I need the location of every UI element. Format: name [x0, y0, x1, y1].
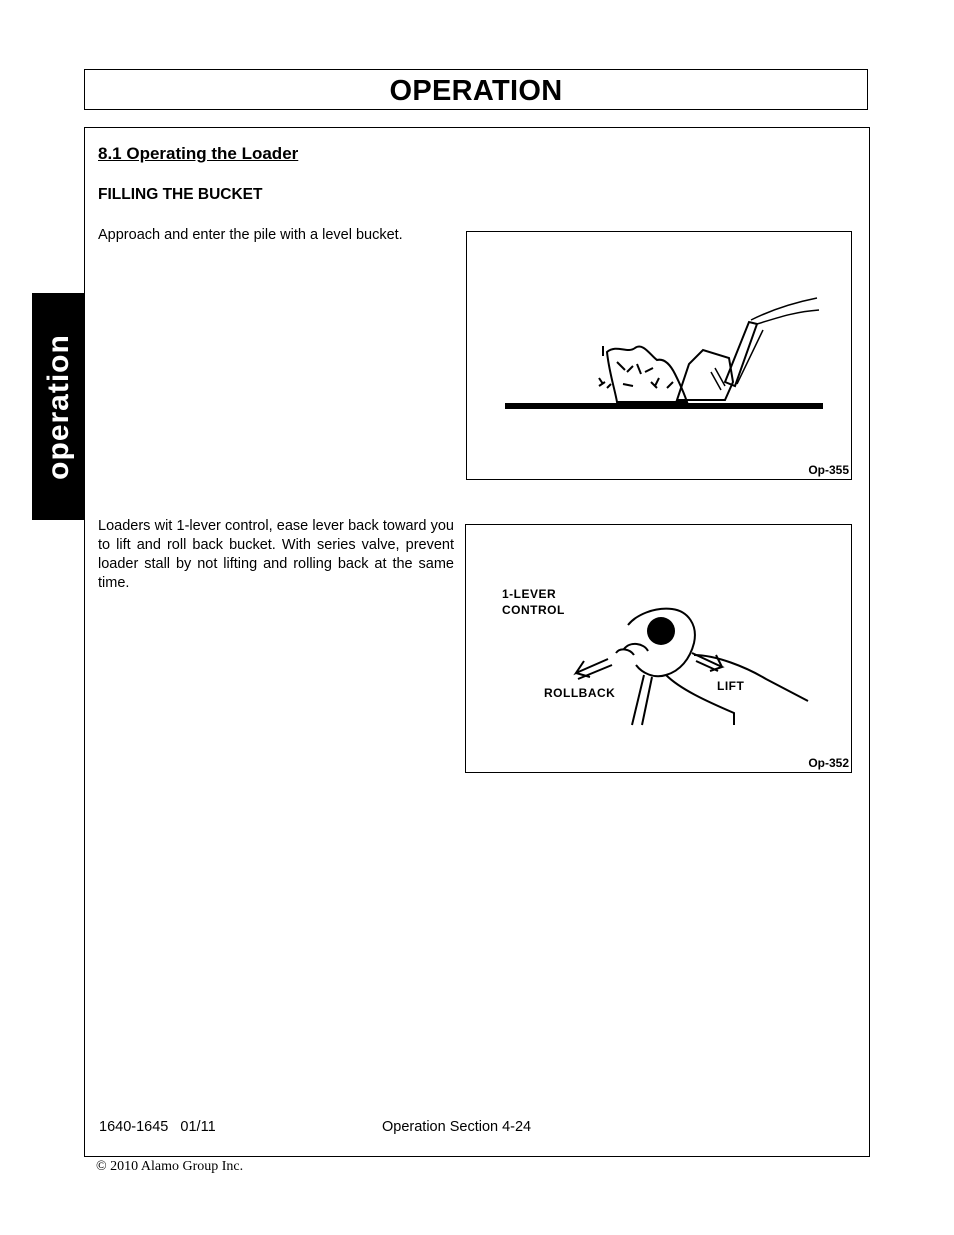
- figure-loader-entering-pile: [466, 231, 852, 480]
- subheading: FILLING THE BUCKET: [98, 186, 263, 203]
- instruction-paragraph-1: Approach and enter the pile with a level bucket.: [98, 227, 403, 243]
- footer-section-page: Operation Section 4-24: [382, 1119, 532, 1135]
- label-control: CONTROL: [502, 603, 565, 617]
- footer-model-date: 1640-1645 01/11: [99, 1119, 216, 1135]
- copyright-notice: © 2010 Alamo Group Inc.: [96, 1159, 244, 1174]
- hand-lever-illustration: [466, 525, 850, 771]
- loader-bucket-illustration: [467, 232, 850, 478]
- figure-code: Op-355: [808, 463, 849, 477]
- label-rollback: ROLLBACK: [544, 686, 616, 700]
- side-tab-label: operation: [41, 333, 75, 480]
- page-header-box: [84, 69, 868, 110]
- label-lift: LIFT: [717, 679, 745, 693]
- side-section-tab: [32, 293, 85, 520]
- figure-lever-control: [465, 524, 852, 773]
- figure-code: Op-352: [808, 756, 849, 770]
- label-1-lever: 1-LEVER: [502, 587, 557, 601]
- page-title: OPERATION: [389, 75, 563, 107]
- instruction-paragraph-2: Loaders wit 1-lever control, ease lever back toward you to lift and roll back bucket. With series valve, prevent loader stall by not lifting and rolling back at the same time.: [98, 518, 454, 591]
- section-title: 8.1 Operating the Loader: [98, 144, 299, 163]
